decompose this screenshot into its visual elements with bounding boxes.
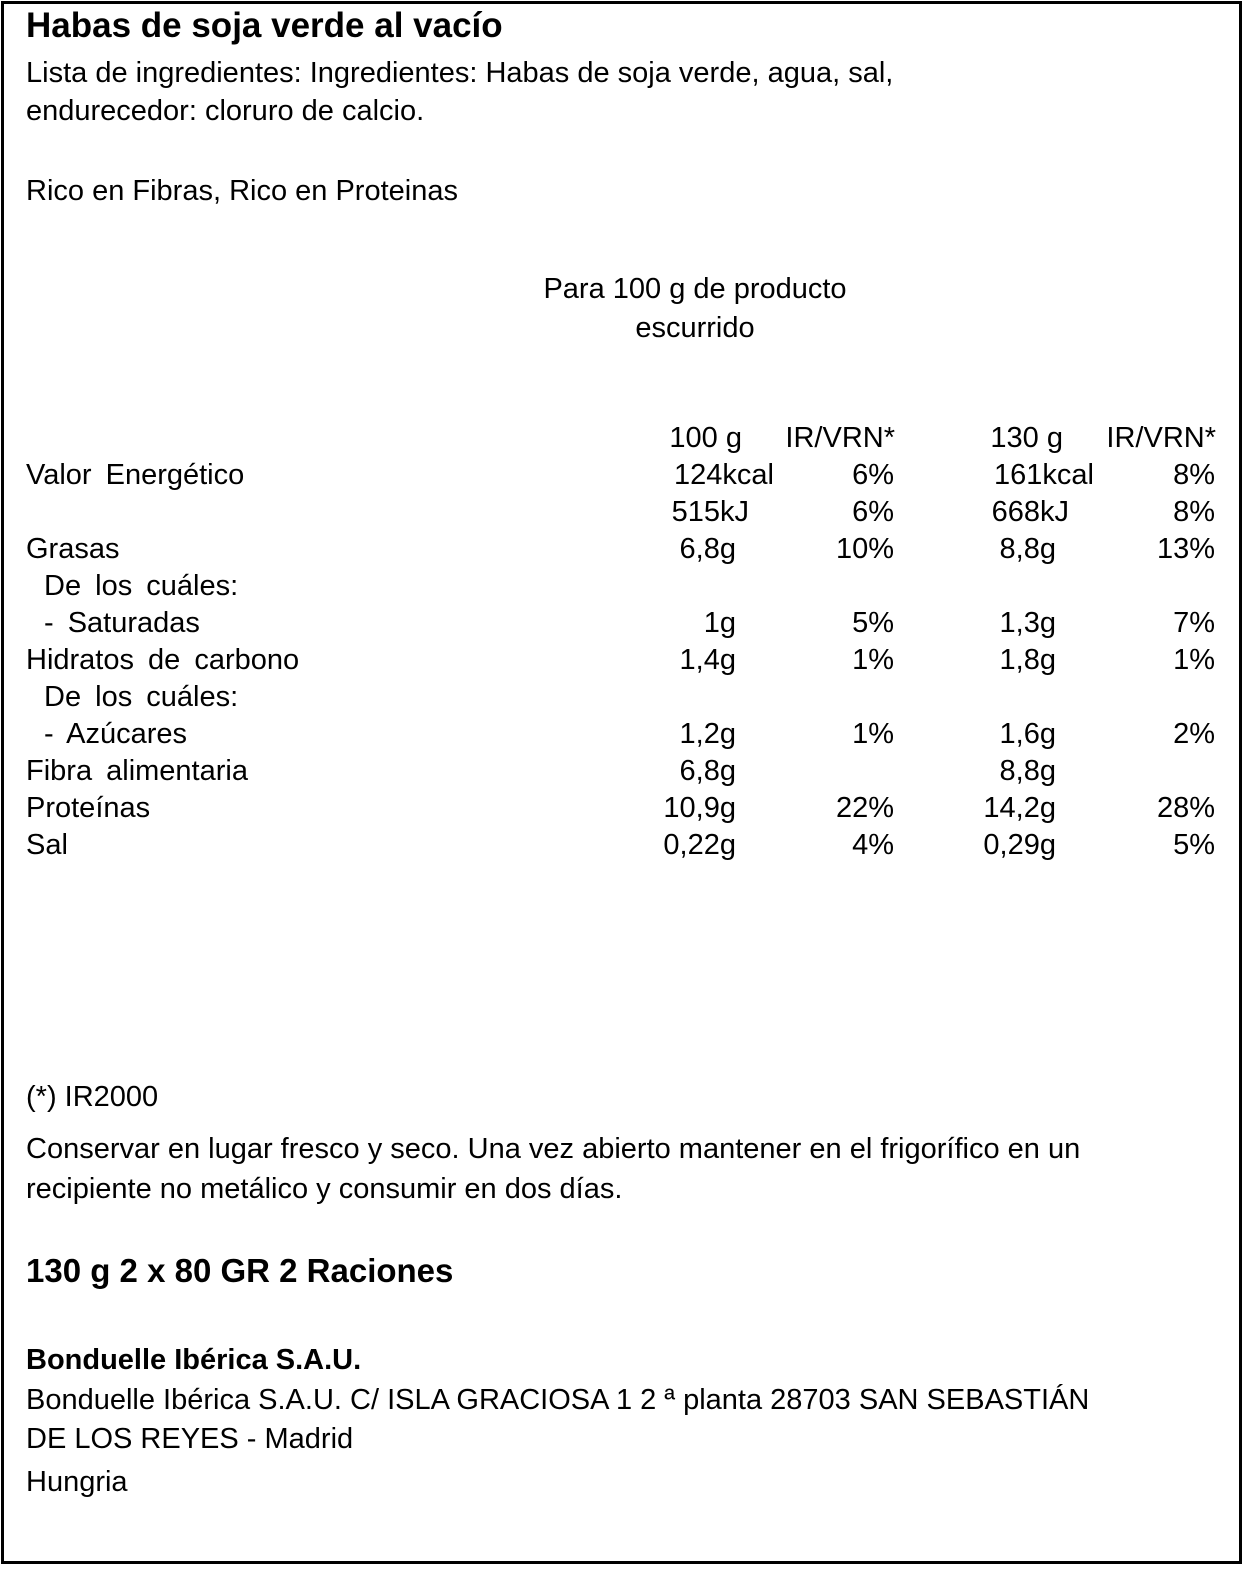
row-pct-100g: 6% [852, 496, 894, 528]
table-row [0, 716, 1250, 753]
row-value-130g: 0,29g [983, 829, 1056, 861]
header-irvrn-130g: IR/VRN* [1106, 422, 1216, 454]
nutrition-claims: Rico en Fibras, Rico en Proteinas [26, 175, 458, 207]
header-irvrn-100g: IR/VRN* [785, 422, 895, 454]
row-value-100g: 1g [703, 607, 736, 639]
row-value-100g: 1,2g [679, 718, 736, 750]
row-value-100g: 515kJ [671, 496, 749, 528]
row-label: Hidratos de carbono [26, 644, 300, 676]
company-address-line-1: Bonduelle Ibérica S.A.U. C/ ISLA GRACIOSA 1 2 ª planta 28703 SAN SEBASTIÁN [26, 1384, 1090, 1416]
row-pct-100g: 10% [835, 533, 894, 565]
table-row [0, 827, 1250, 864]
table-row [0, 679, 1250, 716]
row-value-100g: 6,8g [679, 533, 736, 565]
row-pct-130g: 7% [1173, 607, 1215, 639]
row-pct-130g: 2% [1173, 718, 1215, 750]
row-value-130g: 668kJ [991, 496, 1069, 528]
row-value-100g: 124kcal [674, 459, 774, 491]
row-pct-100g: 4% [852, 829, 894, 861]
table-row [0, 568, 1250, 605]
table-row [0, 457, 1250, 494]
row-pct-100g: 1% [852, 718, 894, 750]
row-pct-100g: 6% [852, 459, 894, 491]
row-value-130g: 14,2g [983, 792, 1056, 824]
row-label: Sal [26, 829, 68, 861]
row-value-130g: 1,8g [999, 644, 1056, 676]
row-value-130g: 8,8g [999, 755, 1056, 787]
row-label: Valor Energético [26, 459, 245, 491]
nutrition-basis-line-1: Para 100 g de producto [543, 273, 847, 305]
country-of-origin: Hungria [26, 1466, 128, 1498]
net-weight: 130 g 2 x 80 GR 2 Raciones [26, 1252, 454, 1289]
ingredients-line-1: Lista de ingredientes: Ingredientes: Habas de soja verde, agua, sal, [26, 57, 894, 89]
ingredients-line-2: endurecedor: cloruro de calcio. [26, 95, 425, 127]
row-pct-100g: 22% [835, 792, 894, 824]
row-pct-130g: 5% [1173, 829, 1215, 861]
header-130g: 130 g [990, 422, 1063, 454]
row-value-130g: 8,8g [999, 533, 1056, 565]
company-name: Bonduelle Ibérica S.A.U. [26, 1344, 362, 1376]
row-value-130g: 1,6g [999, 718, 1056, 750]
table-row [0, 531, 1250, 568]
nutrition-basis-line-2: escurrido [635, 312, 755, 344]
row-pct-130g: 13% [1156, 533, 1215, 565]
table-row [0, 605, 1250, 642]
row-pct-130g: 28% [1156, 792, 1215, 824]
row-label: - Saturadas [44, 607, 200, 639]
row-label: De los cuáles: [44, 570, 239, 602]
row-value-100g: 6,8g [679, 755, 736, 787]
row-pct-100g: 1% [852, 644, 894, 676]
row-value-130g: 161kcal [994, 459, 1094, 491]
row-pct-130g: 8% [1173, 496, 1215, 528]
footnote: (*) IR2000 [26, 1081, 159, 1113]
row-value-100g: 10,9g [663, 792, 736, 824]
row-label: Fibra alimentaria [26, 755, 248, 787]
storage-line-2: recipiente no metálico y consumir en dos días. [26, 1173, 623, 1205]
row-label: De los cuáles: [44, 681, 239, 713]
header-100g: 100 g [669, 422, 742, 454]
row-pct-100g: 5% [852, 607, 894, 639]
row-value-100g: 0,22g [663, 829, 736, 861]
nutrition-header-row [0, 420, 1250, 457]
row-label: Grasas [26, 533, 120, 565]
row-label: Proteínas [26, 792, 151, 824]
table-row [0, 790, 1250, 827]
row-label: - Azúcares [44, 718, 187, 750]
row-pct-130g: 8% [1173, 459, 1215, 491]
table-row [0, 753, 1250, 790]
table-row [0, 494, 1250, 531]
row-pct-130g: 1% [1173, 644, 1215, 676]
company-address-line-2: DE LOS REYES - Madrid [26, 1423, 354, 1455]
row-value-130g: 1,3g [999, 607, 1056, 639]
row-value-100g: 1,4g [679, 644, 736, 676]
table-row [0, 642, 1250, 679]
product-title: Habas de soja verde al vacío [26, 6, 503, 45]
storage-line-1: Conservar en lugar fresco y seco. Una vez abierto mantener en el frigorífico en un [26, 1133, 1081, 1165]
